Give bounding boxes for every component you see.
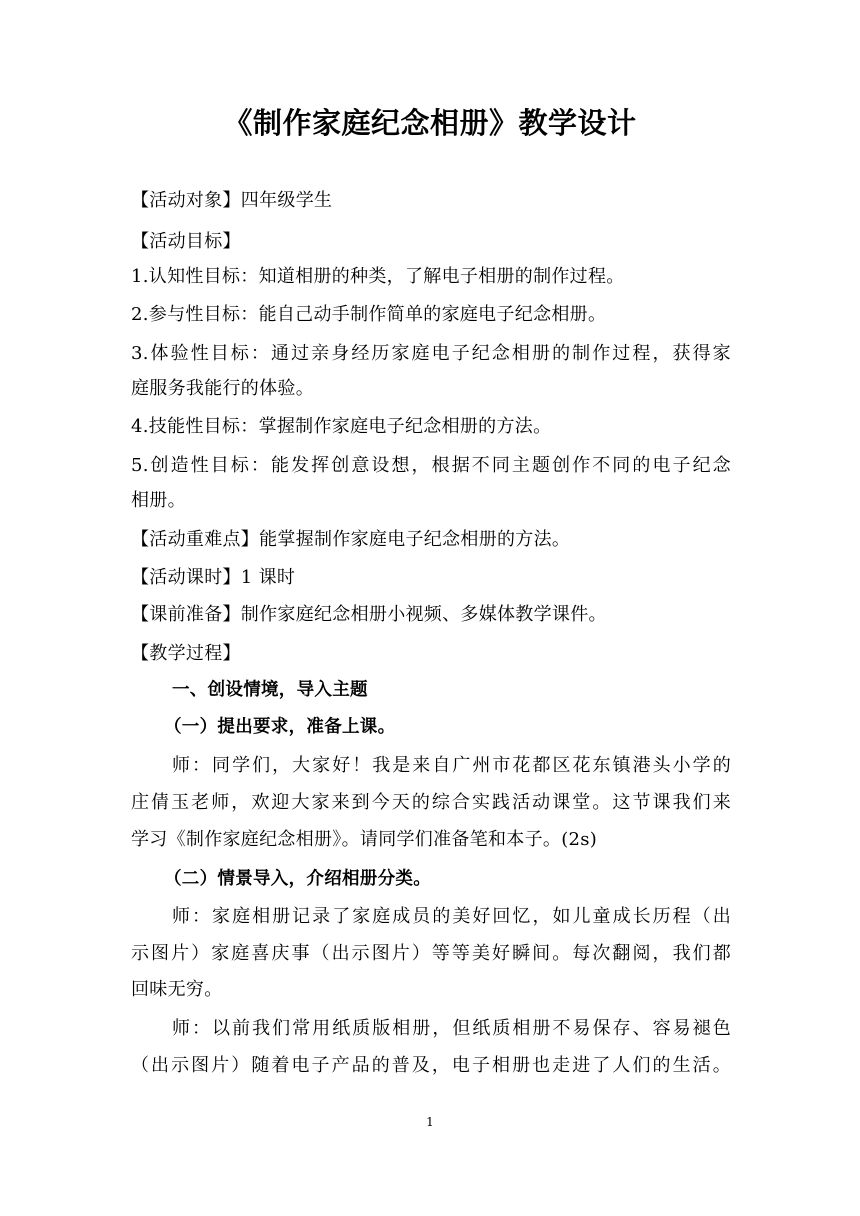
text-line-process-heading: 【教学过程】 <box>131 643 241 664</box>
subsection-heading-1: （一）提出要求，准备上课。 <box>164 717 396 737</box>
paragraph-line: 回味无穷。 <box>131 979 223 1000</box>
text-line-goals-heading: 【活动目标】 <box>131 231 241 252</box>
text-line-preparation: 【课前准备】制作家庭纪念相册小视频、多媒体教学课件。 <box>131 604 607 625</box>
paragraph-line: 庄倩玉老师，欢迎大家来到今天的综合实践活动课堂。这节课我们来 <box>131 792 731 813</box>
paragraph-line: 师：以前我们常用纸质版相册，但纸质相册不易保存、容易褪色 <box>172 1018 731 1039</box>
paragraph-line: 学习《制作家庭纪念相册》。请同学们准备笔和本子。(2s) <box>131 829 598 850</box>
text-line-goal-5-cont: 相册。 <box>131 490 186 511</box>
paragraph-line: 师：同学们，大家好！我是来自广州市花都区花东镇港头小学的 <box>172 755 731 776</box>
text-line-goal-4: 4.技能性目标：掌握制作家庭电子纪念相册的方法。 <box>131 416 552 437</box>
text-line-lesson-hours: 【活动课时】1 课时 <box>131 567 296 588</box>
text-line-key-points: 【活动重难点】能掌握制作家庭电子纪念相册的方法。 <box>131 529 571 550</box>
section-heading-1: 一、创设情境，导入主题 <box>172 680 368 700</box>
paragraph-line: （出示图片）随着电子产品的普及，电子相册也走进了人们的生活。 <box>131 1055 731 1076</box>
paragraph-line: 示图片）家庭喜庆事（出示图片）等等美好瞬间。每次翻阅，我们都 <box>131 943 731 964</box>
text-line-goal-5: 5.创造性目标：能发挥创意设想，根据不同主题创作不同的电子纪念 <box>131 455 731 476</box>
page-number: 1 <box>426 1115 434 1129</box>
text-line-goal-3: 3.体验性目标：通过亲身经历家庭电子纪念相册的制作过程，获得家 <box>131 343 731 364</box>
document-title: 《制作家庭纪念相册》教学设计 <box>223 106 637 140</box>
paragraph-line: 师：家庭相册记录了家庭成员的美好回忆，如儿童成长历程（出 <box>172 906 731 927</box>
text-line-goal-1: 1.认知性目标：知道相册的种类，了解电子相册的制作过程。 <box>131 266 625 287</box>
text-line-audience: 【活动对象】四年级学生 <box>131 190 333 211</box>
subsection-heading-2: （二）情景导入，介绍相册分类。 <box>164 869 431 889</box>
text-line-goal-3-cont: 庭服务我能行的体验。 <box>131 378 314 399</box>
text-line-goal-2: 2.参与性目标：能自己动手制作简单的家庭电子纪念相册。 <box>131 304 607 325</box>
